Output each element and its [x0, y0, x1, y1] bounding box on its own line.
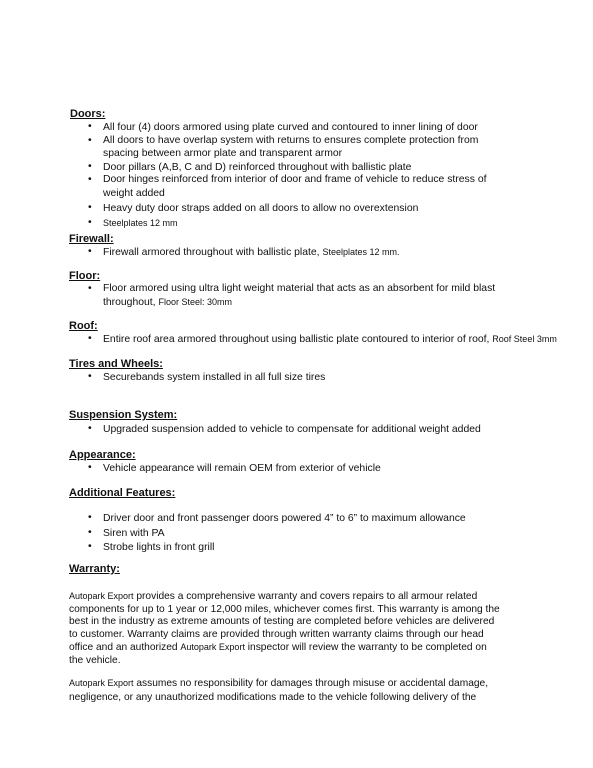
list-item [88, 217, 487, 231]
roof-heading: Roof: [69, 320, 98, 332]
warranty-paragraph [69, 590, 529, 667]
item-text: Door hinges reinforced from interior of door and frame of vehicle to reduce stress of weight added [103, 174, 487, 199]
warranty-heading: Warranty: [69, 563, 120, 575]
doors-heading: Doors: [70, 108, 106, 120]
list-item [88, 246, 400, 260]
item-text: Siren with PA [103, 527, 165, 539]
floor-list [88, 283, 495, 309]
item-spec: Floor Steel: 30mm [158, 296, 232, 307]
company-name: Autopark Export [180, 642, 245, 652]
floor-heading: Floor: [69, 270, 101, 282]
tires-heading: Tires and Wheels: [69, 358, 163, 370]
appearance-heading: Appearance: [69, 449, 136, 461]
paragraph-text: provides a comprehensive warranty and covers repairs to all armour related components for up to 1 year or 12,000 miles, whichever comes first. This warranty is among the best in the industry as extreme amounts of testing are completed before vehicles are delivered to customer. Warranty claims are provided through written warranty claims through our head office and an authorized [69, 591, 500, 653]
item-text: Upgraded suspension added to vehicle to compensate for additional weight added [103, 424, 481, 435]
paragraph-text: assumes no responsibility for damages through misuse or accidental damage, negligence, or any unauthorized modifications made to the vehicle following delivery of the [69, 678, 489, 703]
item-text: Vehicle appearance will remain OEM from exterior of vehicle [103, 463, 381, 474]
list-item [88, 174, 487, 200]
roof-list [88, 333, 557, 347]
item-text: Securebands system installed in all full size tires [103, 372, 326, 383]
item-spec: Steelplates 12 mm [103, 218, 178, 229]
appearance-list [88, 462, 381, 476]
list-item [88, 462, 381, 476]
list-item [88, 283, 495, 309]
item-text: All four (4) doors armored using plate curved and contoured to inner lining of door [103, 122, 478, 133]
list-item [88, 512, 466, 526]
list-item [88, 371, 325, 385]
company-name: Autopark Export [69, 591, 134, 601]
doors-list [88, 121, 487, 231]
list-item [88, 423, 481, 437]
firewall-heading: Firewall: [69, 233, 114, 245]
item-text: Door pillars (A,B, C and D) reinforced throughout with ballistic plate [103, 161, 412, 173]
liability-paragraph [69, 677, 529, 704]
additional-features-list [88, 512, 466, 555]
tires-list [88, 371, 325, 385]
company-name: Autopark Export [69, 678, 134, 688]
firewall-list [88, 246, 400, 260]
additional-features-heading: Additional Features: [69, 487, 176, 499]
list-item [88, 333, 557, 347]
suspension-heading: Suspension System: [69, 409, 178, 421]
item-text: Firewall armored throughout with ballistic plate, [103, 247, 323, 258]
suspension-list [88, 423, 481, 437]
list-item [88, 527, 466, 541]
list-item [88, 202, 487, 216]
item-text: All doors to have overlap system with returns to ensures complete protection from spacing between armor plate and transparent armor [103, 134, 479, 160]
paragraph-text: inspector will review the warranty to be completed on the vehicle. [69, 642, 487, 666]
list-item [88, 135, 487, 161]
item-spec: Steelplates 12 mm. [322, 247, 400, 257]
item-text: Heavy duty door straps added on all doors to allow no overextension [103, 202, 419, 214]
list-item [88, 541, 466, 555]
item-text: Driver door and front passenger doors powered 4” to 6” to maximum allowance [103, 513, 466, 524]
list-item [88, 161, 487, 175]
item-text: Entire roof area armored throughout using ballistic plate contoured to interior of roof, [103, 334, 493, 345]
list-item [88, 121, 487, 135]
item-text: Floor armored using ultra light weight material that acts as an absorbent for mild blast throughout, [103, 283, 496, 308]
item-text: Strobe lights in front grill [103, 542, 215, 554]
item-spec: Roof Steel 3mm [492, 334, 557, 344]
